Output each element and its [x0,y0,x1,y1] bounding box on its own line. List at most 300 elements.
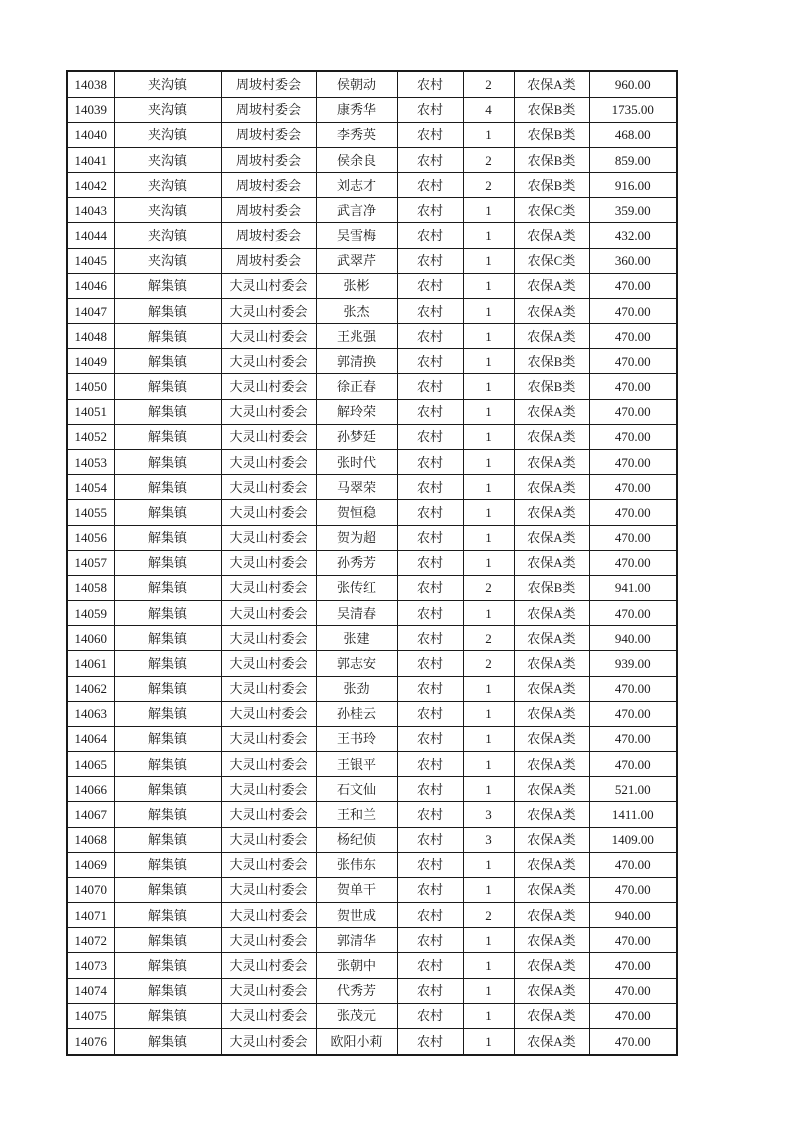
table-row [67,777,677,802]
cell-amount: 470.00 [589,374,677,399]
table-row [67,726,677,751]
cell-person-name: 王兆强 [316,324,397,349]
table-row [67,399,677,424]
table-row [67,198,677,223]
cell-person-count: 1 [463,374,514,399]
cell-person-name: 张时代 [316,449,397,474]
cell-village-committee: 周坡村委会 [221,122,316,147]
cell-insurance-category: 农保A类 [514,550,589,575]
cell-amount: 470.00 [589,273,677,298]
cell-amount: 916.00 [589,173,677,198]
cell-person-count: 1 [463,273,514,298]
cell-amount: 470.00 [589,324,677,349]
table-row [67,852,677,877]
cell-village-committee: 大灵山村委会 [221,651,316,676]
cell-person-count: 1 [463,701,514,726]
cell-household-type: 农村 [397,525,463,550]
cell-serial-number: 14070 [67,877,114,902]
table-row [67,298,677,323]
table-row [67,374,677,399]
cell-household-type: 农村 [397,928,463,953]
cell-amount: 468.00 [589,122,677,147]
cell-person-name: 张建 [316,626,397,651]
table-row [67,676,677,701]
cell-village-committee: 大灵山村委会 [221,324,316,349]
cell-insurance-category: 农保B类 [514,147,589,172]
cell-village-committee: 周坡村委会 [221,223,316,248]
cell-insurance-category: 农保B类 [514,173,589,198]
cell-person-name: 侯余良 [316,147,397,172]
cell-household-type: 农村 [397,475,463,500]
cell-insurance-category: 农保B类 [514,122,589,147]
cell-insurance-category: 农保A类 [514,676,589,701]
cell-village-committee: 大灵山村委会 [221,827,316,852]
cell-household-type: 农村 [397,852,463,877]
cell-serial-number: 14072 [67,928,114,953]
cell-town: 解集镇 [114,399,221,424]
cell-serial-number: 14050 [67,374,114,399]
cell-serial-number: 14068 [67,827,114,852]
table-row [67,802,677,827]
cell-village-committee: 周坡村委会 [221,71,316,97]
cell-person-count: 4 [463,97,514,122]
cell-insurance-category: 农保A类 [514,475,589,500]
cell-amount: 470.00 [589,676,677,701]
cell-amount: 470.00 [589,298,677,323]
cell-village-committee: 大灵山村委会 [221,953,316,978]
cell-serial-number: 14041 [67,147,114,172]
cell-amount: 521.00 [589,777,677,802]
cell-person-name: 郭清换 [316,349,397,374]
cell-household-type: 农村 [397,827,463,852]
cell-serial-number: 14039 [67,97,114,122]
cell-town: 解集镇 [114,374,221,399]
cell-person-count: 1 [463,978,514,1003]
cell-town: 解集镇 [114,877,221,902]
cell-serial-number: 14048 [67,324,114,349]
cell-village-committee: 大灵山村委会 [221,374,316,399]
cell-town: 解集镇 [114,273,221,298]
cell-insurance-category: 农保A类 [514,223,589,248]
cell-village-committee: 大灵山村委会 [221,802,316,827]
cell-serial-number: 14043 [67,198,114,223]
table-row [67,626,677,651]
cell-village-committee: 大灵山村委会 [221,877,316,902]
cell-household-type: 农村 [397,349,463,374]
cell-person-count: 1 [463,525,514,550]
cell-serial-number: 14067 [67,802,114,827]
cell-town: 夹沟镇 [114,71,221,97]
cell-amount: 470.00 [589,449,677,474]
cell-household-type: 农村 [397,752,463,777]
cell-person-count: 1 [463,550,514,575]
cell-insurance-category: 农保A类 [514,953,589,978]
cell-town: 解集镇 [114,575,221,600]
table-row [67,424,677,449]
cell-town: 解集镇 [114,777,221,802]
cell-village-committee: 大灵山村委会 [221,676,316,701]
cell-town: 解集镇 [114,978,221,1003]
table-row [67,550,677,575]
cell-village-committee: 大灵山村委会 [221,701,316,726]
cell-person-name: 解玲荣 [316,399,397,424]
cell-person-name: 吴雪梅 [316,223,397,248]
cell-person-count: 1 [463,349,514,374]
cell-person-name: 李秀英 [316,122,397,147]
cell-town: 解集镇 [114,676,221,701]
cell-amount: 859.00 [589,147,677,172]
cell-household-type: 农村 [397,1003,463,1028]
cell-person-name: 张伟东 [316,852,397,877]
cell-village-committee: 大灵山村委会 [221,978,316,1003]
cell-amount: 470.00 [589,424,677,449]
cell-serial-number: 14071 [67,903,114,928]
cell-insurance-category: 农保B类 [514,97,589,122]
cell-amount: 1409.00 [589,827,677,852]
table-row [67,1028,677,1055]
cell-amount: 470.00 [589,953,677,978]
cell-person-name: 王书玲 [316,726,397,751]
cell-village-committee: 大灵山村委会 [221,399,316,424]
cell-serial-number: 14057 [67,550,114,575]
cell-person-name: 郭志安 [316,651,397,676]
cell-insurance-category: 农保A类 [514,424,589,449]
cell-town: 夹沟镇 [114,122,221,147]
cell-town: 解集镇 [114,424,221,449]
cell-serial-number: 14060 [67,626,114,651]
cell-insurance-category: 农保A类 [514,928,589,953]
cell-person-name: 武言净 [316,198,397,223]
cell-town: 解集镇 [114,1003,221,1028]
cell-village-committee: 大灵山村委会 [221,475,316,500]
cell-town: 解集镇 [114,550,221,575]
cell-insurance-category: 农保A类 [514,827,589,852]
cell-person-count: 2 [463,147,514,172]
cell-town: 解集镇 [114,626,221,651]
cell-village-committee: 大灵山村委会 [221,726,316,751]
cell-person-count: 1 [463,324,514,349]
cell-village-committee: 大灵山村委会 [221,298,316,323]
cell-serial-number: 14044 [67,223,114,248]
cell-serial-number: 14066 [67,777,114,802]
table-row [67,752,677,777]
cell-person-count: 1 [463,122,514,147]
cell-town: 解集镇 [114,752,221,777]
cell-amount: 359.00 [589,198,677,223]
cell-person-name: 张杰 [316,298,397,323]
table-row [67,651,677,676]
cell-person-count: 3 [463,802,514,827]
cell-insurance-category: 农保A类 [514,651,589,676]
table-row [67,978,677,1003]
cell-village-committee: 大灵山村委会 [221,525,316,550]
cell-person-name: 王银平 [316,752,397,777]
cell-person-count: 1 [463,424,514,449]
cell-village-committee: 大灵山村委会 [221,575,316,600]
cell-serial-number: 14049 [67,349,114,374]
cell-household-type: 农村 [397,298,463,323]
cell-person-name: 贺世成 [316,903,397,928]
cell-household-type: 农村 [397,324,463,349]
cell-amount: 470.00 [589,752,677,777]
table-row [67,122,677,147]
table-row [67,273,677,298]
cell-person-name: 吴清春 [316,601,397,626]
cell-person-name: 侯朝动 [316,71,397,97]
cell-amount: 470.00 [589,475,677,500]
cell-person-count: 1 [463,752,514,777]
cell-insurance-category: 农保A类 [514,978,589,1003]
table-row [67,928,677,953]
cell-insurance-category: 农保C类 [514,198,589,223]
cell-household-type: 农村 [397,726,463,751]
cell-insurance-category: 农保B类 [514,349,589,374]
cell-person-name: 徐正春 [316,374,397,399]
cell-town: 解集镇 [114,928,221,953]
cell-amount: 470.00 [589,852,677,877]
cell-household-type: 农村 [397,122,463,147]
cell-person-count: 1 [463,500,514,525]
table-row [67,97,677,122]
cell-household-type: 农村 [397,173,463,198]
cell-serial-number: 14062 [67,676,114,701]
cell-town: 解集镇 [114,449,221,474]
cell-village-committee: 大灵山村委会 [221,852,316,877]
cell-insurance-category: 农保C类 [514,248,589,273]
cell-serial-number: 14054 [67,475,114,500]
cell-person-name: 贺为超 [316,525,397,550]
cell-town: 夹沟镇 [114,173,221,198]
cell-serial-number: 14047 [67,298,114,323]
cell-person-count: 1 [463,676,514,701]
cell-insurance-category: 农保A类 [514,71,589,97]
cell-village-committee: 大灵山村委会 [221,626,316,651]
cell-household-type: 农村 [397,802,463,827]
cell-town: 解集镇 [114,298,221,323]
cell-serial-number: 14061 [67,651,114,676]
cell-household-type: 农村 [397,97,463,122]
cell-household-type: 农村 [397,449,463,474]
cell-insurance-category: 农保A类 [514,1028,589,1055]
cell-person-name: 石文仙 [316,777,397,802]
cell-amount: 470.00 [589,701,677,726]
table-row [67,953,677,978]
cell-person-name: 王和兰 [316,802,397,827]
cell-household-type: 农村 [397,651,463,676]
cell-town: 解集镇 [114,500,221,525]
table-row [67,601,677,626]
cell-amount: 940.00 [589,903,677,928]
cell-person-name: 张彬 [316,273,397,298]
cell-town: 解集镇 [114,701,221,726]
cell-village-committee: 大灵山村委会 [221,928,316,953]
cell-serial-number: 14045 [67,248,114,273]
cell-town: 解集镇 [114,903,221,928]
cell-village-committee: 大灵山村委会 [221,903,316,928]
cell-person-name: 欧阳小莉 [316,1028,397,1055]
cell-amount: 470.00 [589,1003,677,1028]
cell-amount: 1411.00 [589,802,677,827]
cell-household-type: 农村 [397,147,463,172]
cell-person-name: 郭清华 [316,928,397,953]
cell-person-count: 1 [463,198,514,223]
cell-insurance-category: 农保A类 [514,877,589,902]
cell-amount: 470.00 [589,601,677,626]
cell-insurance-category: 农保A类 [514,399,589,424]
cell-amount: 960.00 [589,71,677,97]
table-row [67,903,677,928]
cell-serial-number: 14055 [67,500,114,525]
cell-person-count: 2 [463,71,514,97]
cell-amount: 470.00 [589,877,677,902]
cell-village-committee: 大灵山村委会 [221,777,316,802]
cell-amount: 470.00 [589,550,677,575]
cell-household-type: 农村 [397,248,463,273]
cell-town: 解集镇 [114,852,221,877]
cell-insurance-category: 农保A类 [514,726,589,751]
cell-person-name: 杨纪侦 [316,827,397,852]
cell-person-name: 张茂元 [316,1003,397,1028]
cell-serial-number: 14042 [67,173,114,198]
cell-town: 夹沟镇 [114,248,221,273]
cell-person-count: 1 [463,928,514,953]
cell-town: 夹沟镇 [114,97,221,122]
cell-serial-number: 14076 [67,1028,114,1055]
cell-person-name: 孙桂云 [316,701,397,726]
cell-person-count: 1 [463,449,514,474]
cell-amount: 470.00 [589,399,677,424]
cell-village-committee: 大灵山村委会 [221,1028,316,1055]
cell-serial-number: 14073 [67,953,114,978]
cell-household-type: 农村 [397,575,463,600]
cell-person-count: 1 [463,399,514,424]
cell-person-count: 3 [463,827,514,852]
cell-amount: 940.00 [589,626,677,651]
cell-village-committee: 周坡村委会 [221,97,316,122]
cell-serial-number: 14063 [67,701,114,726]
cell-insurance-category: 农保A类 [514,626,589,651]
cell-person-name: 孙梦廷 [316,424,397,449]
cell-insurance-category: 农保A类 [514,903,589,928]
cell-town: 解集镇 [114,726,221,751]
cell-insurance-category: 农保B类 [514,575,589,600]
cell-serial-number: 14040 [67,122,114,147]
cell-insurance-category: 农保A类 [514,752,589,777]
cell-person-count: 1 [463,223,514,248]
table-row [67,1003,677,1028]
cell-town: 解集镇 [114,827,221,852]
cell-village-committee: 周坡村委会 [221,147,316,172]
table-row [67,500,677,525]
insurance-records-table [66,70,678,1056]
cell-village-committee: 大灵山村委会 [221,349,316,374]
table-row [67,71,677,97]
cell-household-type: 农村 [397,273,463,298]
cell-village-committee: 大灵山村委会 [221,449,316,474]
cell-household-type: 农村 [397,626,463,651]
cell-household-type: 农村 [397,71,463,97]
table-row [67,827,677,852]
table-body [67,71,677,1055]
cell-town: 解集镇 [114,802,221,827]
cell-insurance-category: 农保A类 [514,701,589,726]
table-row [67,877,677,902]
cell-person-name: 张传红 [316,575,397,600]
cell-household-type: 农村 [397,399,463,424]
cell-insurance-category: 农保B类 [514,374,589,399]
cell-amount: 470.00 [589,500,677,525]
cell-serial-number: 14065 [67,752,114,777]
cell-village-committee: 周坡村委会 [221,248,316,273]
cell-person-name: 马翠荣 [316,475,397,500]
cell-serial-number: 14056 [67,525,114,550]
cell-amount: 1735.00 [589,97,677,122]
cell-household-type: 农村 [397,903,463,928]
cell-town: 解集镇 [114,349,221,374]
cell-amount: 941.00 [589,575,677,600]
cell-household-type: 农村 [397,978,463,1003]
cell-household-type: 农村 [397,676,463,701]
cell-person-name: 武翠芹 [316,248,397,273]
cell-serial-number: 14052 [67,424,114,449]
cell-insurance-category: 农保A类 [514,1003,589,1028]
cell-person-count: 2 [463,651,514,676]
cell-person-count: 1 [463,298,514,323]
cell-household-type: 农村 [397,701,463,726]
cell-insurance-category: 农保A类 [514,273,589,298]
cell-amount: 939.00 [589,651,677,676]
cell-household-type: 农村 [397,223,463,248]
cell-person-count: 1 [463,248,514,273]
cell-town: 夹沟镇 [114,147,221,172]
cell-person-count: 1 [463,601,514,626]
cell-amount: 470.00 [589,978,677,1003]
cell-person-count: 1 [463,953,514,978]
cell-serial-number: 14058 [67,575,114,600]
cell-village-committee: 大灵山村委会 [221,601,316,626]
cell-household-type: 农村 [397,500,463,525]
cell-village-committee: 大灵山村委会 [221,500,316,525]
cell-household-type: 农村 [397,550,463,575]
cell-insurance-category: 农保A类 [514,802,589,827]
cell-insurance-category: 农保A类 [514,525,589,550]
cell-town: 解集镇 [114,1028,221,1055]
cell-village-committee: 大灵山村委会 [221,424,316,449]
cell-town: 夹沟镇 [114,198,221,223]
cell-insurance-category: 农保A类 [514,298,589,323]
cell-person-name: 代秀芳 [316,978,397,1003]
cell-amount: 470.00 [589,349,677,374]
cell-serial-number: 14059 [67,601,114,626]
cell-town: 解集镇 [114,475,221,500]
table-row [67,575,677,600]
table-row [67,449,677,474]
cell-person-name: 刘志才 [316,173,397,198]
cell-household-type: 农村 [397,601,463,626]
table-row [67,349,677,374]
table-row [67,701,677,726]
cell-village-committee: 大灵山村委会 [221,1003,316,1028]
cell-household-type: 农村 [397,877,463,902]
table-row [67,324,677,349]
cell-person-count: 1 [463,877,514,902]
table-row [67,223,677,248]
cell-person-count: 2 [463,903,514,928]
cell-person-name: 康秀华 [316,97,397,122]
cell-amount: 470.00 [589,928,677,953]
cell-serial-number: 14074 [67,978,114,1003]
cell-person-count: 1 [463,1003,514,1028]
